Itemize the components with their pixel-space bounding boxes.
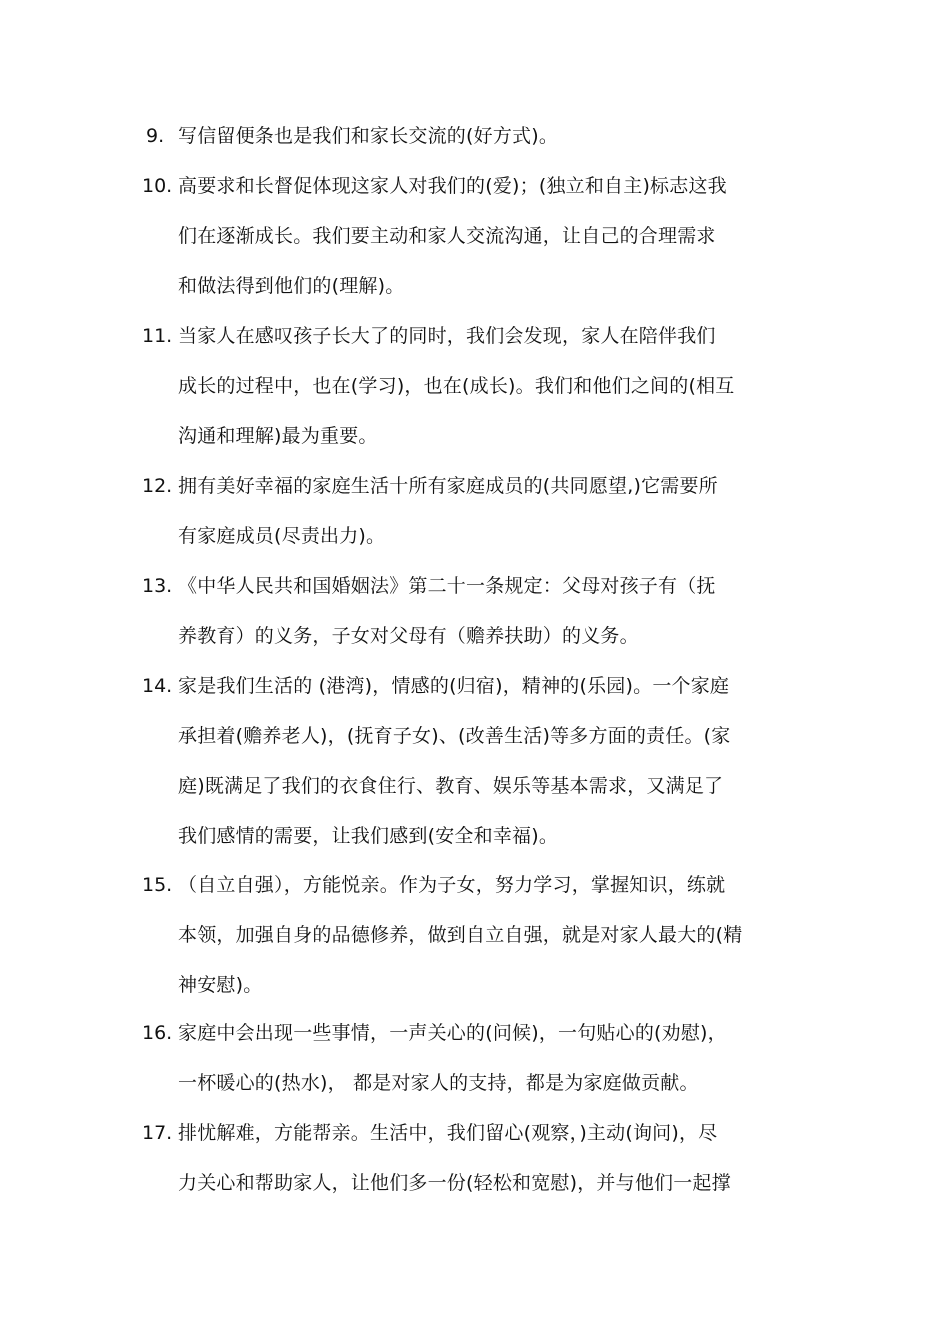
list-item-12 bbox=[142, 461, 822, 561]
text-line: 有家庭成员(尽责出力)。 bbox=[178, 525, 386, 547]
text-line: 本领，加强自身的品德修养，做到自立自强，就是对家人最大的(精 bbox=[178, 924, 743, 946]
item-number: 11. bbox=[142, 325, 173, 347]
text-line: 高要求和长督促体现这家人对我们的(爱)；(独立和自主)标志这我 bbox=[178, 175, 727, 197]
item-number: 14. bbox=[142, 675, 173, 697]
item-text bbox=[178, 311, 822, 461]
text-line: 们在逐渐成长。我们要主动和家人交流沟通，让自己的合理需求 bbox=[178, 225, 716, 247]
item-text bbox=[178, 461, 822, 561]
text-line: 沟通和理解)最为重要。 bbox=[178, 425, 378, 447]
list-item-17 bbox=[142, 1108, 822, 1208]
list-item-11 bbox=[142, 311, 822, 461]
list-item-14 bbox=[142, 661, 822, 861]
text-line: 拥有美好幸福的家庭生活十所有家庭成员的(共同愿望,)它需要所 bbox=[178, 475, 718, 497]
item-text bbox=[178, 1108, 822, 1208]
item-text bbox=[178, 111, 822, 161]
text-line: 和做法得到他们的(理解)。 bbox=[178, 275, 405, 297]
text-line: 《中华人民共和国婚姻法》第二十一条规定：父母对孩子有（抚 bbox=[178, 575, 716, 597]
item-number: 13. bbox=[142, 575, 173, 597]
item-number: 9. bbox=[146, 125, 165, 147]
item-text bbox=[178, 661, 822, 861]
item-number: 12. bbox=[142, 475, 173, 497]
text-line: 庭)既满足了我们的衣食住行、教育、娱乐等基本需求，又满足了 bbox=[178, 775, 724, 797]
text-line: 写信留便条也是我们和家长交流的(好方式)。 bbox=[178, 125, 559, 147]
item-text bbox=[178, 860, 822, 1010]
text-line: 成长的过程中，也在(学习)，也在(成长)。我们和他们之间的(相互 bbox=[178, 375, 735, 397]
item-number: 17. bbox=[142, 1122, 173, 1144]
item-number: 15. bbox=[142, 874, 173, 896]
list-item-9 bbox=[142, 111, 822, 161]
text-line: 我们感情的需要，让我们感到(安全和幸福)。 bbox=[178, 825, 559, 847]
item-number: 16. bbox=[142, 1022, 173, 1044]
text-line: 排忧解难，方能帮亲。生活中，我们留心(观察，)主动(询问)，尽 bbox=[178, 1122, 718, 1144]
list-item-13 bbox=[142, 561, 822, 661]
list-item-10 bbox=[142, 161, 822, 311]
item-text bbox=[178, 1008, 822, 1108]
text-line: 当家人在感叹孩子长大了的同时，我们会发现，家人在陪伴我们 bbox=[178, 325, 716, 347]
text-line: （自立自强），方能悦亲。作为子女，努力学习，掌握知识，练就 bbox=[178, 874, 726, 896]
item-text bbox=[178, 161, 822, 311]
text-line: 养教育）的义务，子女对父母有（赡养扶助）的义务。 bbox=[178, 625, 639, 647]
text-line: 神安慰)。 bbox=[178, 974, 263, 996]
list-item-15 bbox=[142, 860, 822, 1010]
text-line: 力关心和帮助家人，让他们多一份(轻松和宽慰)，并与他们一起撑 bbox=[178, 1172, 731, 1194]
text-line: 家庭中会出现一些事情，一声关心的(问候)，一句贴心的(劝慰)， bbox=[178, 1022, 727, 1044]
text-line: 家是我们生活的 (港湾)，情感的(归宿)，精神的(乐园)。一个家庭 bbox=[178, 675, 730, 697]
text-line: 承担着(赡养老人)，(抚育子女)、(改善生活)等多方面的责任。(家 bbox=[178, 725, 731, 747]
item-text bbox=[178, 561, 822, 661]
text-line: 一杯暖心的(热水)， 都是对家人的支持，都是为家庭做贡献。 bbox=[178, 1072, 699, 1094]
list-item-16 bbox=[142, 1008, 822, 1108]
item-number: 10. bbox=[142, 175, 173, 197]
